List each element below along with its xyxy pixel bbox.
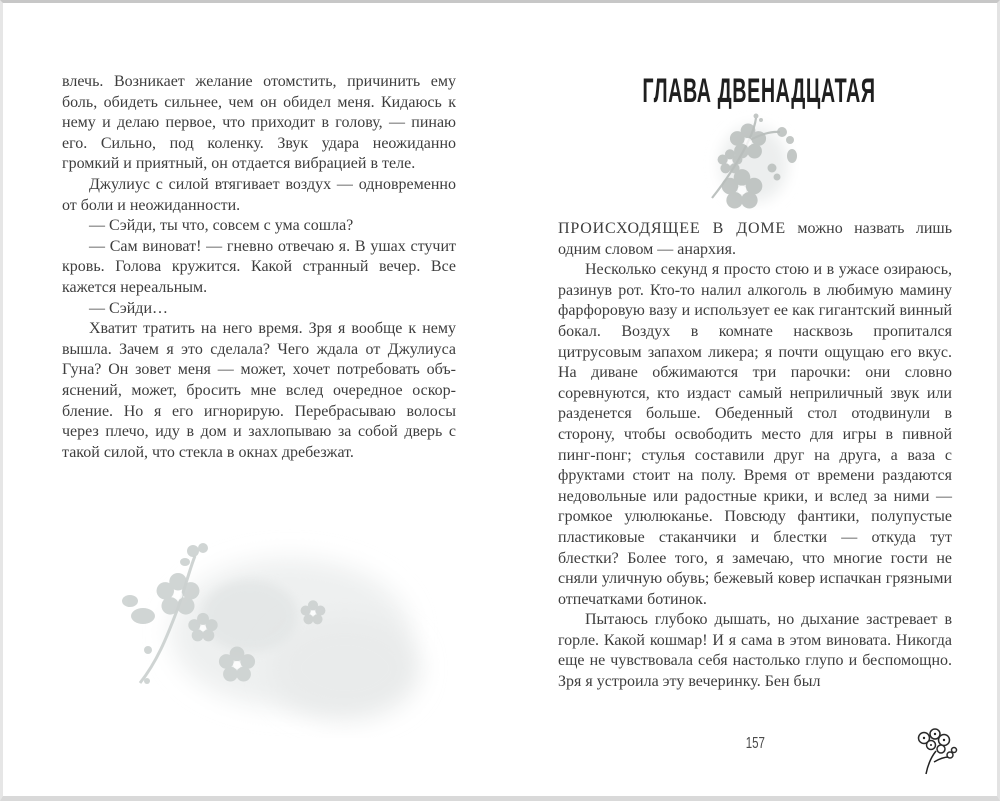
paragraph: — Сэйди, ты что, совсем с ума сошла? [89, 217, 354, 235]
paragraph: Хватит тратить на него время. Зря я вообще к нему вышла. Зачем я это сделала? Чего ждала от Джулиуса Гуна? Он зовет меня — может, хочет потребовать объяснений, может, бросить мне вслед очередное оскорбление. Но я его игнорирую. Перебрасываю волосы через плечо, иду в дом и захлопываю за собой дверь с такой силой, что стекла в окнах дребезжат. [62, 320, 456, 461]
watercolor-blossom-icon [100, 498, 460, 738]
chapter-title: ГЛАВА ДВЕНАДЦАТАЯ [642, 72, 876, 110]
corner-blossom-icon [910, 726, 958, 778]
paragraph: — Сам виноват! — гневно отвечаю я. В ушах стучит кровь. Голова кружится. Какой странный вечер. Все кажется нереальным. [62, 237, 456, 296]
right-page [558, 0, 952, 801]
right-page-text [558, 219, 952, 693]
blossom-ornament-icon [700, 106, 800, 210]
paragraph: Несколько секунд я просто стою и в ужасе озираюсь, разинув рот. Кто-то налил алкоголь в любимую мамину фарфоровую вазу и использует ее как гигантский винный бокал. Воздух в комнате насквозь пропитался цитрусовым запахом ликера; я почти ощущаю его вкус. На диване обжимаются три парочки: они словно соревнуются, кто издаст самый неприличный звук или разденется больше. Обеденный стол отодвинули в сторону, чтобы освободить место для игры в пивной пинг-понг; стулья составили друг на друга, а ваза с фруктами стоит на полу. Время от времени раздаются недовольные или радостные крики, и вслед за ними — громкое улюлюканье. Повсюду фантики, полупустые пластиковые стаканчики и блестки — откуда тут блестки? Более того, я замечаю, что многие гости не сняли уличную обувь; бежевый ковер испачкан грязными отпечатками ботинок. [558, 261, 952, 608]
lead-caps: ПРОИСХОДЯЩЕЕ В ДОМЕ [558, 220, 786, 237]
left-page-text [62, 72, 456, 463]
paragraph: — Сэйди… [89, 299, 168, 317]
lead-paragraph [558, 219, 952, 260]
page-number: 157 [745, 735, 765, 752]
paragraph: влечь. Возникает желание отомстить, причинить ему боль, обидеть сильнее, чем он обидел меня. Кидаюсь к нему и делаю первое, что приходит в голову, — пинаю его. Сильно, под коленку. Звук удара неожиданно громкий и приятный, он отдается вибрацией в теле. [62, 73, 456, 173]
paragraph: Пытаюсь глубоко дышать, но дыхание застревает в горле. Какой кошмар! И я сама в этом виновата. Никогда еще не чувствовала себя настолько глупо и беспомощно. Зря я устроила эту вечеринку. Бен был [558, 611, 952, 691]
paragraph: Джулиус с силой втягивает воздух — одновременно от боли и неожиданности. [62, 175, 456, 214]
lead-rest: можно назвать лишь одним словом — анархия. [558, 220, 952, 258]
